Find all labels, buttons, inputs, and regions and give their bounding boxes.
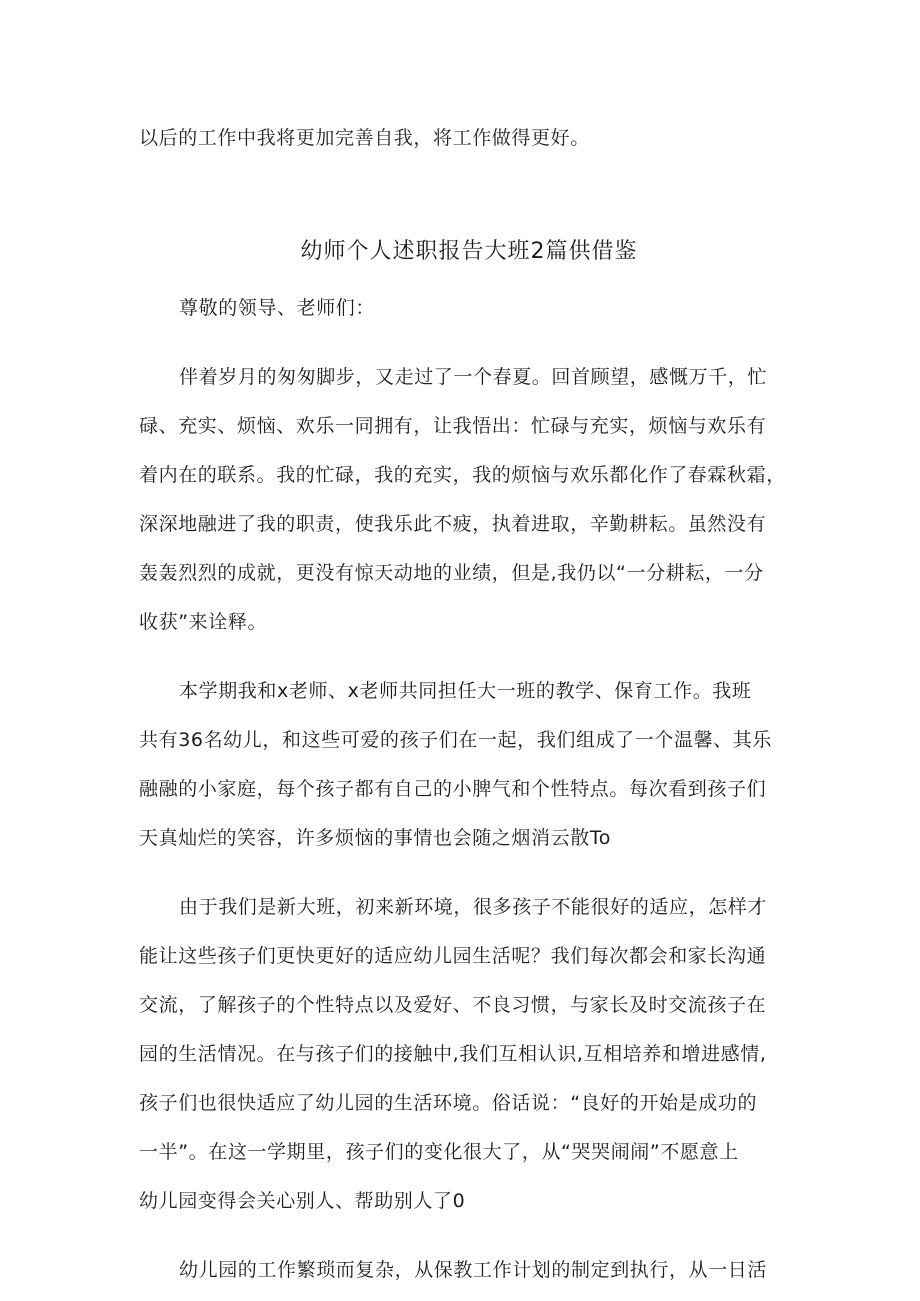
document-title: 幼师个人述职报告大班2篇供借鉴: [300, 239, 638, 264]
paragraph-line: 收获”来诠释。: [139, 611, 268, 633]
greeting: 尊敬的领导、老师们：: [179, 297, 376, 319]
paragraph-1: [139, 353, 799, 647]
paragraph-line: 融融的小家庭，每个孩子都有自己的小脾气和个性特点。每次看到孩子们: [139, 778, 767, 800]
paragraph-line: 园的生活情况。在与孩子们的接触中,我们互相认识,互相培养和增进感情,: [139, 1043, 767, 1065]
paragraph-line: 交流，了解孩子的个性特点以及爱好、不良习惯，与家长及时交流孩子在: [139, 994, 767, 1016]
carryover-line: 以后的工作中我将更加完善自我，将工作做得更好。: [139, 127, 590, 149]
paragraph-line: 深深地融进了我的职责，使我乐此不疲，执着进取，辛勤耕耘。虽然没有: [139, 513, 767, 535]
paragraph-2: [139, 667, 799, 863]
paragraph-line: 孩子们也很快适应了幼儿园的生活环境。俗话说：“良好的开始是成功的: [139, 1092, 758, 1114]
paragraph-line: 共有36名幼儿，和这些可爱的孩子们在一起，我们组成了一个温馨、其乐: [139, 729, 772, 751]
document-body: [139, 114, 799, 1295]
paragraph-3: [139, 883, 799, 1226]
paragraph-line: 轰轰烈烈的成就，更没有惊天动地的业绩，但是,我仍以“一分耕耘，一分: [139, 562, 764, 584]
paragraph-line: 由于我们是新大班，初来新环境，很多孩子不能很好的适应，怎样才: [179, 896, 768, 918]
paragraph-line: 碌、充实、烦恼、欢乐一同拥有，让我悟出：忙碌与充实，烦恼与欢乐有: [139, 415, 767, 437]
paragraph-line: 幼儿园变得会关心别人、帮助别人了0: [139, 1190, 466, 1212]
paragraph-line: 着内在的联系。我的忙碌，我的充实，我的烦恼与欢乐都化作了春霖秋霜，: [139, 464, 786, 486]
paragraph-line: 能让这些孩子们更快更好的适应幼儿园生活呢？我们每次都会和家长沟通: [139, 945, 767, 967]
paragraph-4: [139, 1246, 799, 1295]
paragraph-line: 一半”。在这一学期里，孩子们的变化很大了，从“哭哭闹闹”不愿意上: [139, 1141, 739, 1163]
paragraph-line: 伴着岁月的匆匆脚步，又走过了一个春夏。回首顾望，感慨万千，忙: [179, 366, 768, 388]
paragraph-line: 天真灿烂的笑容，许多烦恼的事情也会随之烟消云散To: [139, 827, 612, 849]
paragraph-line: 本学期我和x老师、x老师共同担任大一班的教学、保育工作。我班: [179, 680, 752, 702]
paragraph-line: 幼儿园的工作繁琐而复杂，从保教工作计划的制定到执行，从一日活: [179, 1259, 768, 1281]
